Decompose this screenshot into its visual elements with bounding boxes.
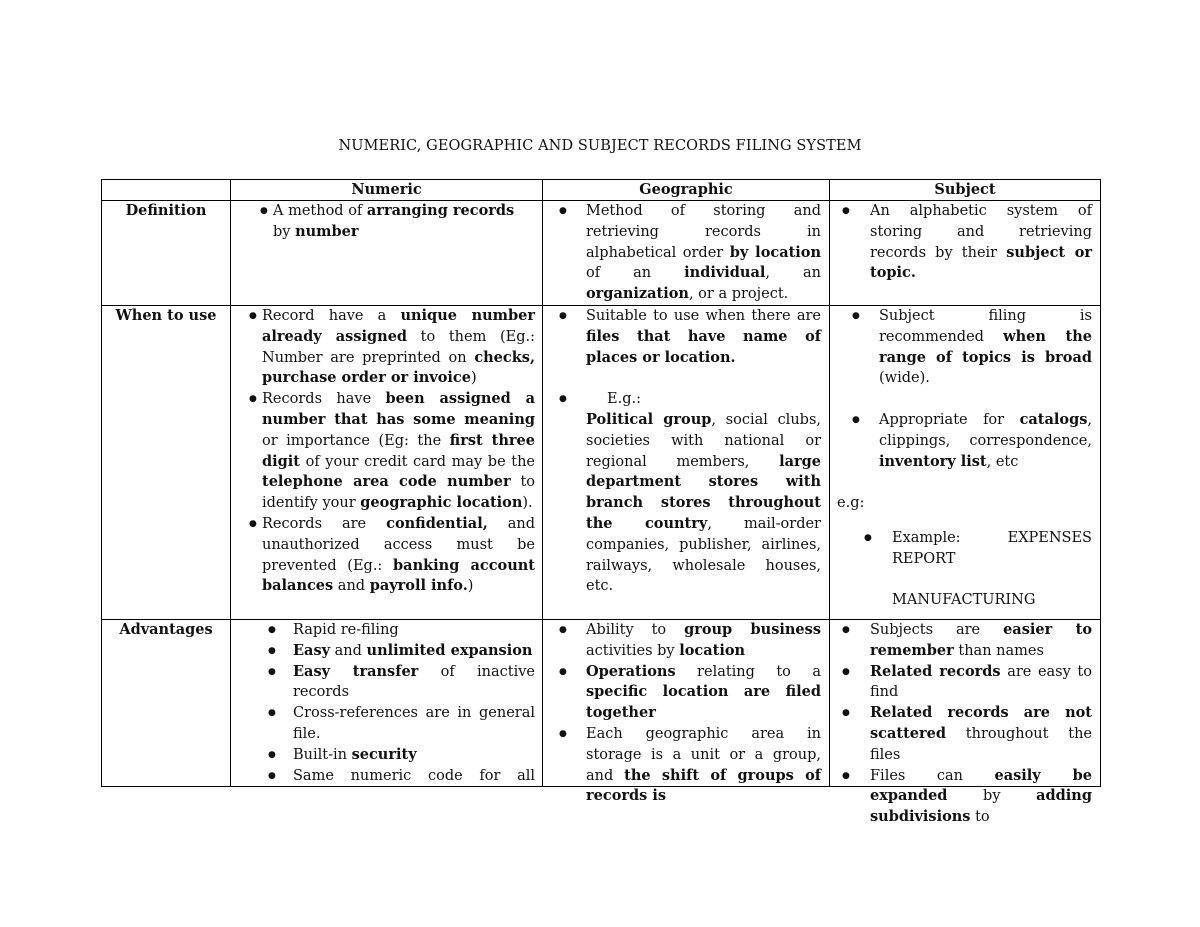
geographic-examples: Political group, social clubs, societies with national or regional members, large department stores with branch stores throughout the country, mail-order companies, publisher, airlines, railways, wholesale houses, etc. <box>586 410 821 595</box>
document-title: NUMERIC, GEOGRAPHIC AND SUBJECT RECORDS FILING SYSTEM <box>338 138 862 154</box>
list-item: ● Easy and unlimited expansion <box>231 641 542 662</box>
list-item: ● Built-in security <box>231 745 542 766</box>
when-subject-cell <box>830 306 1101 620</box>
list-item: ● Each geographic area in storage is a unit or a group, and the shift of groups of records is <box>543 724 829 807</box>
eg-label: e.g: <box>837 495 865 512</box>
list-item: ● An alphabetic system of storing and retrieving records by their subject or topic. <box>830 201 1100 284</box>
advantages-row <box>102 620 1101 787</box>
row-label-advantages: Advantages <box>102 620 231 787</box>
header-subject: Subject <box>830 180 1101 201</box>
definition-geographic-cell <box>543 201 830 306</box>
list-item: ● E.g.: <box>543 389 829 410</box>
list-item: ● A method of arranging records by number <box>243 201 542 243</box>
header-row <box>102 180 1101 201</box>
list-item: ● Files can easily be expanded by adding subdivisions to <box>830 766 1100 828</box>
definition-subject-cell <box>830 201 1101 306</box>
list-item: ● Easy transfer of inactive records <box>231 662 542 704</box>
list-item: ● Subject filing is recommended when the range of topics is broad (wide). <box>830 306 1100 389</box>
header-numeric: Numeric <box>231 180 543 201</box>
list-item: ● Appropriate for catalogs, clippings, correspondence, inventory list, etc <box>830 410 1100 472</box>
when-geographic-cell <box>543 306 830 620</box>
list-item: ● Suitable to use when there are files that have name of places or location. <box>543 306 829 368</box>
advantages-subject-cell <box>830 620 1101 826</box>
list-item: ● Records are confidential, and unauthorized access must be prevented (Eg.: banking account balances and payroll info.) <box>231 514 542 597</box>
list-item: ● Subjects are easier to remember than names <box>830 620 1100 662</box>
list-item: ● Ability to group business activities by location <box>543 620 829 662</box>
header-geographic: Geographic <box>543 180 830 201</box>
header-corner <box>102 180 231 201</box>
list-item: ● Operations relating to a specific location are filed together <box>543 662 829 724</box>
advantages-numeric-cell <box>231 620 543 787</box>
when-to-use-row <box>102 306 1101 620</box>
list-item: ● Records have been assigned a number that has some meaning or importance (Eg: the first three digit of your credit card may be the telephone area code number to identify your geographic location). <box>231 389 542 514</box>
list-item: ● Cross-references are in general file. <box>231 703 542 745</box>
list-item: ● Related records are not scattered throughout the files <box>830 703 1100 765</box>
list-item: ● Record have a unique number already assigned to them (Eg.: Number are preprinted on checks, purchase order or invoice) <box>231 306 542 389</box>
list-item: ● Related records are easy to find <box>830 662 1100 704</box>
when-numeric-cell <box>231 306 543 620</box>
list-item: ● Method of storing and retrieving records in alphabetical order by location of an individual, an organization, or a project. <box>543 201 829 305</box>
row-label-definition: Definition <box>102 201 231 306</box>
definition-numeric-cell <box>231 201 543 306</box>
filing-system-table <box>101 179 1101 826</box>
advantages-geographic-cell <box>543 620 830 805</box>
list-item: ● Same numeric code for all <box>231 766 542 787</box>
manufacturing-label: MANUFACTURING <box>892 591 1036 608</box>
row-label-when-to-use: When to use <box>102 306 231 620</box>
definition-row <box>102 201 1101 306</box>
list-item: ● Rapid re-filing <box>231 620 542 641</box>
list-item: ● Example: EXPENSES REPORT <box>830 528 1100 570</box>
